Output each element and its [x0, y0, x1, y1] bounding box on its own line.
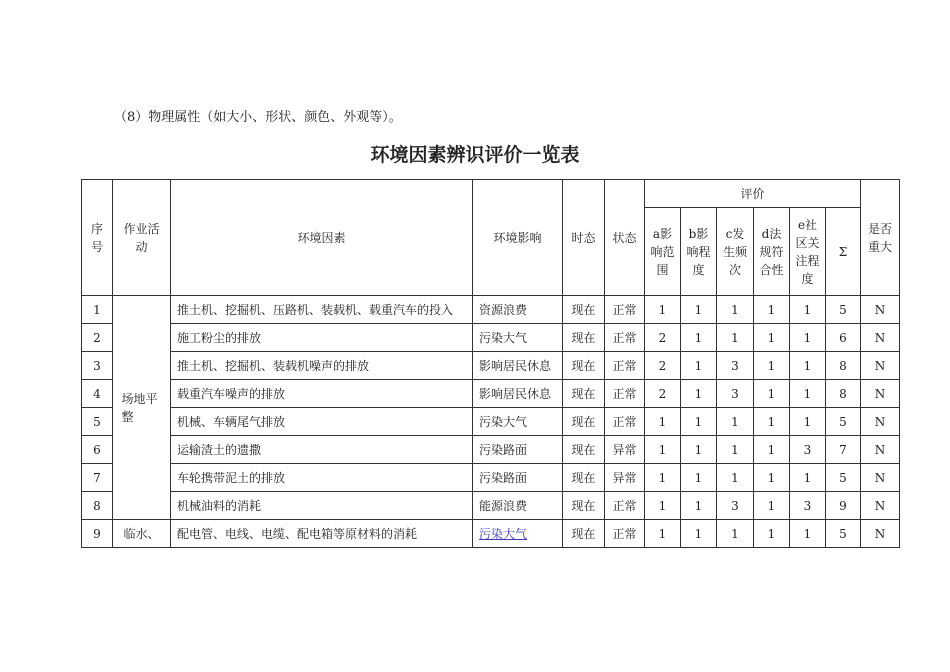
cell-impact: 污染路面 [473, 436, 563, 464]
cell-a: 1 [645, 436, 681, 464]
cell-tense: 现在 [563, 520, 605, 548]
cell-major: N [861, 352, 900, 380]
cell-tense: 现在 [563, 464, 605, 492]
cell-e: 1 [790, 408, 826, 436]
table-row [82, 380, 900, 408]
cell-a: 1 [645, 464, 681, 492]
cell-seq: 3 [82, 352, 113, 380]
cell-seq: 5 [82, 408, 113, 436]
cell-major: N [861, 520, 900, 548]
cell-state: 正常 [605, 520, 645, 548]
table-row [82, 436, 900, 464]
cell-d: 1 [754, 408, 790, 436]
cell-sum: 5 [826, 464, 861, 492]
cell-factor: 施工粉尘的排放 [171, 324, 473, 352]
cell-impact: 影响居民休息 [473, 380, 563, 408]
header-state: 状态 [605, 180, 645, 296]
table-row [82, 464, 900, 492]
cell-state: 正常 [605, 352, 645, 380]
cell-state: 正常 [605, 324, 645, 352]
cell-d: 1 [754, 380, 790, 408]
cell-seq: 9 [82, 520, 113, 548]
cell-c: 1 [717, 464, 754, 492]
environment-factor-table [81, 179, 900, 548]
header-impact: 环境影响 [473, 180, 563, 296]
header-c: c发生频次 [717, 208, 754, 296]
cell-c: 3 [717, 380, 754, 408]
cell-b: 1 [681, 408, 717, 436]
cell-e: 1 [790, 324, 826, 352]
cell-tense: 现在 [563, 436, 605, 464]
cell-a: 1 [645, 492, 681, 520]
cell-sum: 7 [826, 436, 861, 464]
cell-impact: 污染大气 [473, 408, 563, 436]
header-seq: 序号 [82, 180, 113, 296]
cell-b: 1 [681, 296, 717, 324]
cell-factor: 推土机、挖掘机、压路机、装载机、载重汽车的投入 [171, 296, 473, 324]
cell-sum: 5 [826, 520, 861, 548]
cell-c: 3 [717, 492, 754, 520]
cell-a: 1 [645, 520, 681, 548]
cell-sum: 5 [826, 296, 861, 324]
cell-e: 3 [790, 436, 826, 464]
cell-major: N [861, 324, 900, 352]
header-factor: 环境因素 [171, 180, 473, 296]
cell-major: N [861, 296, 900, 324]
cell-c: 1 [717, 436, 754, 464]
cell-major: N [861, 436, 900, 464]
cell-sum: 8 [826, 380, 861, 408]
cell-major: N [861, 408, 900, 436]
cell-impact: 污染大气 [473, 324, 563, 352]
cell-c: 1 [717, 296, 754, 324]
cell-sum: 9 [826, 492, 861, 520]
header-sum: Σ [826, 208, 861, 296]
cell-d: 1 [754, 492, 790, 520]
cell-state: 正常 [605, 380, 645, 408]
cell-impact [473, 520, 563, 548]
cell-major: N [861, 380, 900, 408]
page-title: 环境因素辨识评价一览表 [370, 144, 580, 166]
table-row [82, 352, 900, 380]
cell-seq: 1 [82, 296, 113, 324]
cell-factor: 车轮携带泥土的排放 [171, 464, 473, 492]
cell-e: 1 [790, 296, 826, 324]
cell-e: 1 [790, 380, 826, 408]
cell-state: 异常 [605, 464, 645, 492]
cell-b: 1 [681, 380, 717, 408]
cell-a: 2 [645, 380, 681, 408]
cell-activity: 场地平整 [113, 296, 171, 520]
cell-tense: 现在 [563, 408, 605, 436]
cell-state: 正常 [605, 296, 645, 324]
cell-state: 正常 [605, 492, 645, 520]
cell-sum: 5 [826, 408, 861, 436]
cell-sum: 8 [826, 352, 861, 380]
cell-factor: 机械、车辆尾气排放 [171, 408, 473, 436]
cell-c: 1 [717, 408, 754, 436]
header-d: d法规符合性 [754, 208, 790, 296]
header-tense: 时态 [563, 180, 605, 296]
header-activity: 作业活动 [113, 180, 171, 296]
cell-b: 1 [681, 520, 717, 548]
cell-d: 1 [754, 324, 790, 352]
cell-state: 异常 [605, 436, 645, 464]
cell-b: 1 [681, 324, 717, 352]
cell-tense: 现在 [563, 492, 605, 520]
cell-major: N [861, 492, 900, 520]
cell-e: 1 [790, 464, 826, 492]
cell-factor: 机械油料的消耗 [171, 492, 473, 520]
table-row [82, 492, 900, 520]
cell-seq: 2 [82, 324, 113, 352]
cell-a: 1 [645, 296, 681, 324]
cell-a: 2 [645, 352, 681, 380]
cell-d: 1 [754, 296, 790, 324]
cell-e: 3 [790, 492, 826, 520]
cell-factor: 配电管、电线、电缆、配电箱等原材料的消耗 [171, 520, 473, 548]
cell-seq: 8 [82, 492, 113, 520]
cell-seq: 7 [82, 464, 113, 492]
cell-seq: 6 [82, 436, 113, 464]
cell-impact: 污染路面 [473, 464, 563, 492]
cell-c: 1 [717, 324, 754, 352]
table-row [82, 408, 900, 436]
header-evaluation: 评价 [645, 180, 861, 208]
cell-tense: 现在 [563, 324, 605, 352]
cell-impact: 资源浪费 [473, 296, 563, 324]
cell-d: 1 [754, 352, 790, 380]
cell-major: N [861, 464, 900, 492]
table-row [82, 324, 900, 352]
cell-tense: 现在 [563, 296, 605, 324]
header-b: b影响程度 [681, 208, 717, 296]
cell-tense: 现在 [563, 352, 605, 380]
cell-a: 1 [645, 408, 681, 436]
cell-a: 2 [645, 324, 681, 352]
cell-seq: 4 [82, 380, 113, 408]
header-e: e社区关注程度 [790, 208, 826, 296]
impact-link[interactable]: 污染大气 [479, 526, 528, 541]
table-row [82, 296, 900, 324]
cell-d: 1 [754, 520, 790, 548]
cell-b: 1 [681, 464, 717, 492]
cell-c: 3 [717, 352, 754, 380]
table-row [82, 520, 900, 548]
cell-factor: 推土机、挖掘机、装载机噪声的排放 [171, 352, 473, 380]
cell-tense: 现在 [563, 380, 605, 408]
header-major: 是否重大 [861, 180, 900, 296]
cell-e: 1 [790, 352, 826, 380]
header-a: a影响范围 [645, 208, 681, 296]
cell-b: 1 [681, 436, 717, 464]
cell-d: 1 [754, 464, 790, 492]
cell-b: 1 [681, 492, 717, 520]
cell-state: 正常 [605, 408, 645, 436]
cell-impact: 能源浪费 [473, 492, 563, 520]
cell-b: 1 [681, 352, 717, 380]
cell-sum: 6 [826, 324, 861, 352]
intro-text: （8）物理属性（如大小、形状、颜色、外观等）。 [114, 110, 402, 125]
cell-activity: 临水、 [113, 520, 171, 548]
cell-impact: 影响居民休息 [473, 352, 563, 380]
cell-d: 1 [754, 436, 790, 464]
cell-factor: 运输渣土的遗撒 [171, 436, 473, 464]
cell-factor: 载重汽车噪声的排放 [171, 380, 473, 408]
cell-c: 1 [717, 520, 754, 548]
cell-e: 1 [790, 520, 826, 548]
